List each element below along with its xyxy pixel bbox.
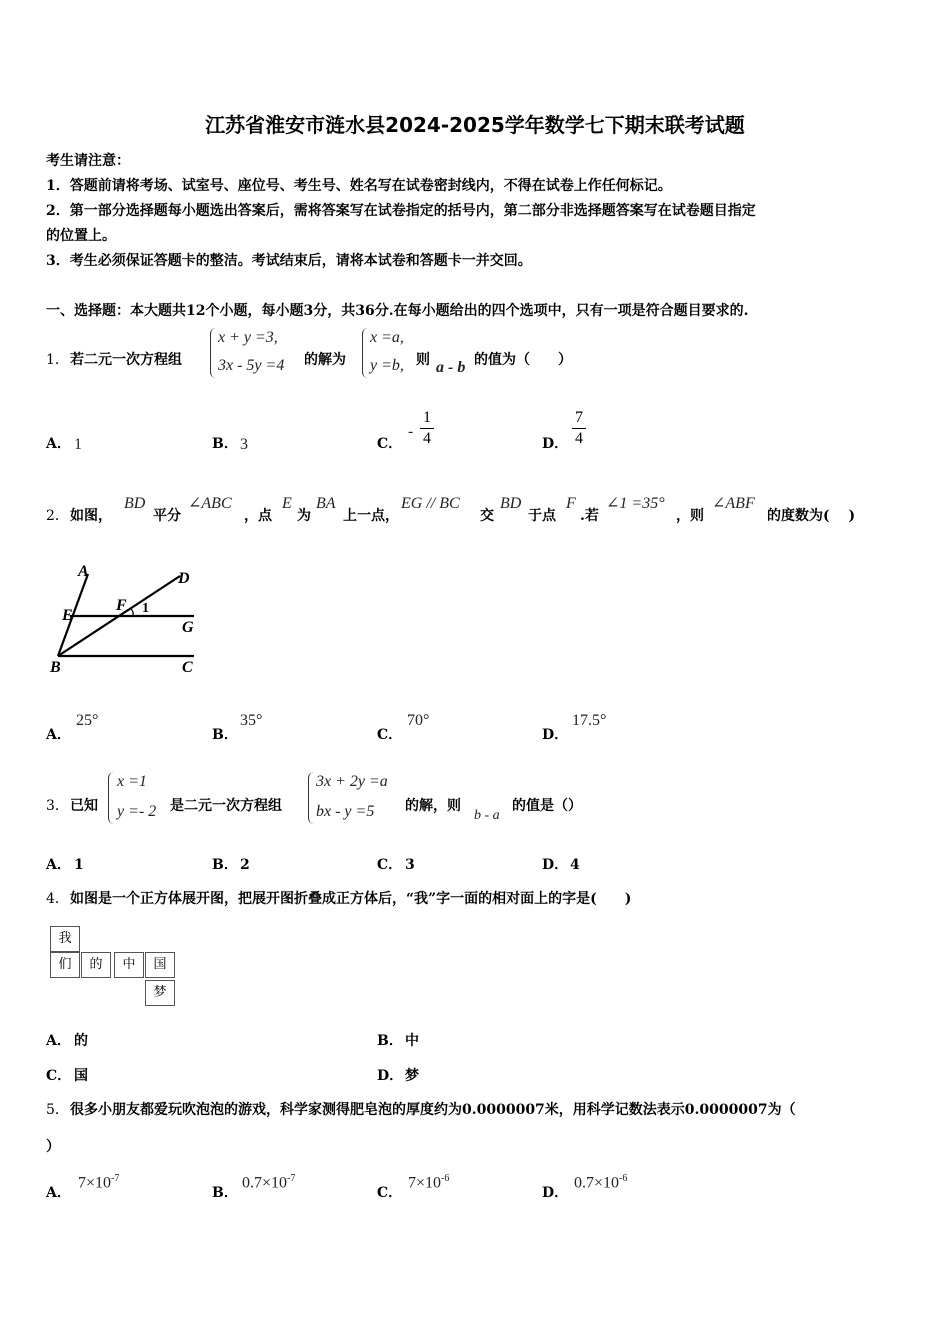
- q4-option-c-label: C．: [46, 1068, 72, 1084]
- q3-equation-2: bx - y =5: [316, 803, 375, 820]
- q2-option-d-label: D．: [542, 727, 569, 743]
- q3-option-d-label: D．: [542, 857, 569, 873]
- q5-option-c-exponent: -6: [441, 1173, 450, 1184]
- q2-text-6: 交: [480, 508, 494, 524]
- q1-option-d-label: D．: [542, 436, 569, 452]
- q1-text-1: 若二元一次方程组: [70, 352, 182, 368]
- q3-option-c-value: 3: [405, 857, 415, 873]
- q3-text-2: 是二元一次方程组: [170, 798, 282, 814]
- q4-number: 4．: [46, 891, 69, 907]
- q2-text-8: .若: [580, 508, 599, 524]
- q1-option-d-numerator: 7: [575, 409, 583, 426]
- q2-math-1: BD: [124, 495, 146, 512]
- q1-text-4: 的值为（ ）: [474, 352, 572, 368]
- q5-option-d-exponent: -6: [619, 1173, 628, 1184]
- q2-math-7: F: [566, 495, 576, 512]
- q2-option-a-value: 25°: [76, 712, 99, 729]
- q3-option-a-value: 1: [74, 857, 84, 873]
- q3-text-3: 的解，则: [405, 798, 461, 814]
- q2-math-2: ∠ABC: [188, 495, 232, 512]
- q2-math-9: ∠ABF: [712, 495, 755, 512]
- net-cell-meng: 梦: [145, 980, 175, 1006]
- q2-text-9: ，则: [676, 508, 704, 524]
- net-cell-guo: 国: [145, 952, 175, 978]
- q1-option-a-label: A．: [46, 436, 71, 452]
- label-e: E: [62, 607, 73, 624]
- q1-option-b-label: B．: [212, 436, 238, 452]
- q5-option-c-base: 7×10: [408, 1174, 442, 1192]
- q1-solution-brace: [362, 328, 369, 378]
- q3-text-4: 的值是（）: [512, 798, 582, 814]
- net-cell-de: 的: [81, 952, 111, 978]
- q2-option-d-value: 17.5°: [572, 712, 607, 729]
- q4-text: 如图是一个正方体展开图，把展开图折叠成正方体后，“我”字一面的相对面上的字是( ): [70, 891, 632, 907]
- q2-text-5: 上一点，: [343, 508, 399, 524]
- q3-option-a-label: A．: [46, 857, 71, 873]
- q1-text-2: 的解为: [304, 352, 346, 368]
- q3-option-d-value: 4: [570, 857, 580, 873]
- q5-option-b-base: 0.7×10: [242, 1174, 288, 1192]
- notice-line-2b: 的位置上。: [46, 228, 116, 244]
- q1-option-c-numerator: 1: [423, 409, 431, 426]
- q4-option-a-value: 的: [74, 1033, 88, 1049]
- q1-solution-1: x =a,: [370, 329, 404, 346]
- q3-value-brace: [108, 772, 115, 824]
- q5-option-a-value: [78, 1173, 119, 1193]
- net-cell-wo: 我: [50, 926, 80, 952]
- q1-option-d-denominator: 4: [575, 430, 583, 447]
- q1-option-b-value: 3: [240, 436, 248, 453]
- q1-option-c-fraction: [420, 409, 434, 448]
- net-cell-zhong: 中: [114, 952, 144, 978]
- q1-option-c-label: C．: [377, 436, 403, 452]
- q5-option-c-value: [408, 1173, 449, 1193]
- q5-number: 5．: [46, 1102, 69, 1118]
- q2-option-c-value: 70°: [407, 712, 430, 729]
- q3-option-b-value: 2: [240, 857, 250, 873]
- q1-option-c-denominator: 4: [423, 430, 431, 447]
- q3-option-b-label: B．: [212, 857, 238, 873]
- q2-text-2: 平分: [153, 508, 181, 524]
- q5-option-c-label: C．: [377, 1185, 403, 1201]
- exam-title: 江苏省淮安市涟水县2024-2025学年数学七下期末联考试题: [205, 113, 745, 137]
- q1-text-3: 则: [416, 352, 430, 368]
- q3-option-c-label: C．: [377, 857, 403, 873]
- q2-text-4: 为: [297, 508, 311, 524]
- q4-option-d-label: D．: [377, 1068, 404, 1084]
- q4-option-a-label: A．: [46, 1033, 71, 1049]
- q1-option-c-sign: -: [408, 423, 414, 440]
- q2-math-4: BA: [316, 495, 336, 512]
- notice-line-3: 3．考生必须保证答题卡的整洁。考试结束后，请将本试卷和答题卡一并交回。: [46, 253, 532, 269]
- q5-option-b-value: [242, 1173, 295, 1193]
- q5-option-a-label: A．: [46, 1185, 71, 1201]
- q2-geometry-figure: [44, 558, 214, 678]
- q4-option-b-value: 中: [405, 1033, 419, 1049]
- q5-option-d-base: 0.7×10: [574, 1174, 620, 1192]
- q4-option-b-label: B．: [377, 1033, 403, 1049]
- label-a: A: [78, 563, 89, 580]
- q2-option-c-label: C．: [377, 727, 403, 743]
- q5-text-2: ）: [46, 1139, 60, 1155]
- q5-option-d-value: [574, 1173, 627, 1193]
- label-f: F: [116, 597, 127, 614]
- q4-option-d-value: 梦: [405, 1068, 419, 1084]
- q2-math-8: ∠1 =35°: [606, 495, 665, 512]
- q2-text-3: ，点: [244, 508, 272, 524]
- q3-number: 3．: [46, 798, 69, 814]
- q5-option-a-exponent: -7: [111, 1173, 120, 1184]
- q5-text-1: 很多小朋友都爱玩吹泡泡的游戏，科学家测得肥皂泡的厚度约为0.0000007米，用科学记数法表示0.0000007为（: [70, 1102, 796, 1118]
- q1-solution-2: y =b,: [370, 357, 404, 374]
- net-cell-men: 们: [50, 952, 80, 978]
- q5-option-b-exponent: -7: [287, 1173, 296, 1184]
- q3-value-2: y =- 2: [117, 803, 157, 820]
- q1-option-d-fraction: [572, 409, 586, 448]
- q2-math-5: EG // BC: [401, 495, 460, 512]
- notice-heading: 考生请注意：: [46, 153, 130, 169]
- label-c: C: [182, 659, 193, 676]
- q3-equation-1: 3x + 2y =a: [316, 773, 388, 790]
- q2-text-7: 于点: [528, 508, 556, 524]
- label-d: D: [178, 570, 190, 587]
- q5-option-d-label: D．: [542, 1185, 569, 1201]
- q1-expression: a - b: [436, 359, 466, 376]
- q2-option-b-value: 35°: [240, 712, 263, 729]
- notice-line-2a: 2．第一部分选择题每小题选出答案后，需将答案写在试卷指定的括号内，第二部分非选择题答案写在试卷题目指定: [46, 203, 756, 219]
- q5-option-a-base: 7×10: [78, 1174, 112, 1192]
- q2-math-3: E: [282, 495, 292, 512]
- q1-system-brace: [210, 328, 217, 378]
- q2-math-6: BD: [500, 495, 522, 512]
- q4-option-c-value: 国: [74, 1068, 88, 1084]
- label-g: G: [182, 619, 194, 636]
- section-heading: 一、选择题：本大题共12个小题，每小题3分，共36分.在每小题给出的四个选项中，只有一项是符合题目要求的.: [46, 303, 749, 319]
- q5-option-b-label: B．: [212, 1185, 238, 1201]
- label-b: B: [50, 659, 61, 676]
- q1-number: 1．: [46, 352, 69, 368]
- q1-equation-1: x + y =3,: [218, 329, 278, 346]
- label-angle-1: 1: [142, 601, 149, 616]
- q2-number: 2．: [46, 508, 69, 524]
- notice-line-1: 1．答题前请将考场、试室号、座位号、考生号、姓名写在试卷密封线内，不得在试卷上作任何标记。: [46, 178, 672, 194]
- q2-option-a-label: A．: [46, 727, 71, 743]
- q1-option-a-value: 1: [74, 436, 82, 453]
- q1-equation-2: 3x - 5y =4: [218, 357, 285, 374]
- q3-system-brace: [308, 772, 315, 824]
- q2-text-10: 的度数为( ): [767, 508, 856, 524]
- q3-text-1: 已知: [70, 798, 98, 814]
- q3-expression: b - a: [474, 808, 500, 823]
- q3-value-1: x =1: [117, 773, 147, 790]
- q2-text-1: 如图，: [70, 508, 112, 524]
- q2-option-b-label: B．: [212, 727, 238, 743]
